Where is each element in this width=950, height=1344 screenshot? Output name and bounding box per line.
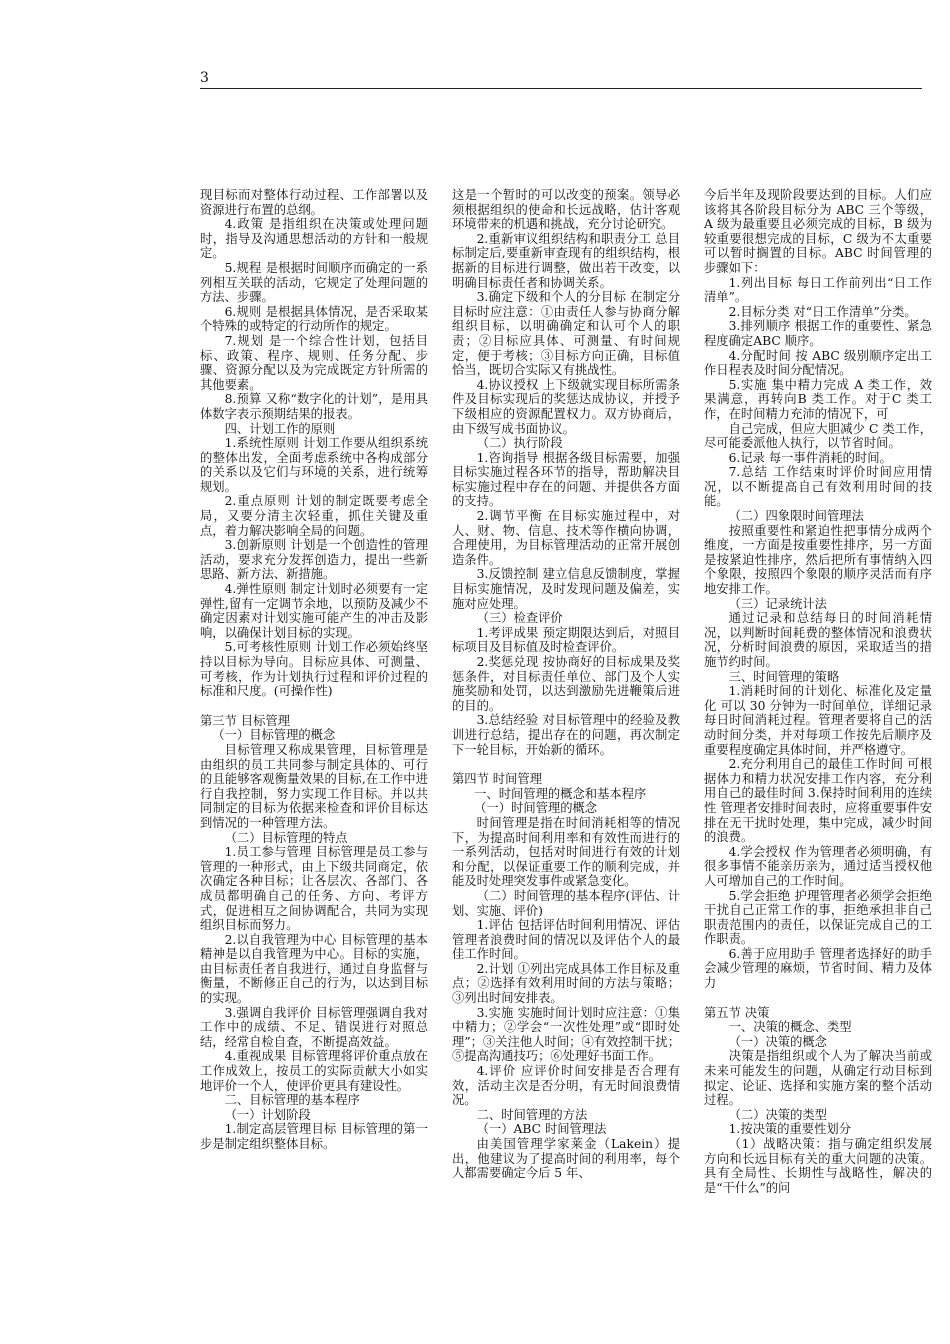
- paragraph: 3.创新原则 计划是一个创造性的管理活动，要求充分发挥创造力，提出一些新思路、新方法、新措施。: [200, 538, 428, 582]
- paragraph: 3.反馈控制 建立信息反馈制度，掌握目标实施情况，及时发现问题及偏差，实施对应处理。: [452, 567, 680, 611]
- paragraph: 自己完成，但应大胆减少 C 类工作，尽可能委派他人执行，以节省时间。: [704, 421, 932, 451]
- paragraph: 2.重点原则 计划的制定既要考虑全局，又要分清主次轻重，抓住关键及重点，着力解决影响全局的问题。: [200, 494, 428, 538]
- paragraph: 5.可考核性原则 计划工作必须始终坚持以目标为导向。目标应具体、可测量、可考核，作为计划执行过程和评价过程的标准和尺度。(可操作性): [200, 640, 428, 699]
- text-column-3: [704, 188, 932, 1195]
- paragraph: 按照重要性和紧迫性把事情分成两个维度，一方面是按重要性排序，另一方面是按紧迫性排序，然后把所有事情纳入四个象限，按照四个象限的顺序灵活而有序地安排工作。: [704, 523, 932, 597]
- paragraph: 今后半年及现阶段要达到的目标。人们应该将其各阶段目标分为 ABC 三个等级，A 级为最重要且必须完成的目标，B 级为较重要很想完成的目标，C 级为不太重要可以暂时搁置的目标。ABC 时间管理的步骤如下：: [704, 188, 932, 275]
- paragraph: 目标管理又称成果管理，目标管理是由组织的员工共同参与制定具体的、可行的且能够客观衡量效果的目标,在工作中进行自我控制，努力实现工作目标。并以共同制定的目标为依据来检查和评价目标达到情况的一种管理方法。: [200, 742, 428, 830]
- paragraph: 1.员工参与管理 目标管理是员工参与管理的一种形式，由上下级共同商定，依次确定各种目标；让各层次、各部门、各成员都明确自己的任务、方向、考评方式，促进相互之间协调配合，共同为实现组织目标而努力。: [200, 845, 428, 933]
- paragraph: 5.规程 是根据时间顺序而确定的一系列相互关联的活动，它规定了处理问题的方法、步骤。: [200, 260, 428, 305]
- paragraph: （一）ABC 时间管理法: [476, 1122, 607, 1137]
- paragraph: 1.系统性原则 计划工作要从组织系统的整体出发，全面考虑系统中各构成部分的关系以及它们与环境的关系，进行统筹规划。: [200, 436, 428, 494]
- paragraph: 3.排列顺序 根据工作的重要性、紧急程度确定ABC 顺序。: [704, 319, 932, 348]
- paragraph: 2.重新审议组织结构和职责分工 总目标制定后,要重新审查现有的组织结构，根据新的目标进行调整，做出若干改变，以明确目标责任者和协调关系。: [452, 231, 680, 290]
- paragraph: （二）目标管理的特点: [224, 830, 348, 845]
- paragraph: （二）决策的类型: [728, 1107, 827, 1122]
- paragraph: 6.规则 是根据具体情况，是否采取某个特殊的或特定的行动所作的规定。: [200, 304, 428, 334]
- paragraph: 4.学会授权 作为管理者必须明确，有很多事情不能亲历亲为，通过适当授权他人可增加自己的工作时间。: [704, 844, 932, 888]
- paragraph: 2.调节平衡 在目标实施过程中，对人、财、物、信息、技术等作横向协调，合理使用，为目标管理活动的正常开展创造条件。: [452, 509, 680, 567]
- paragraph: 3.强调自我评价 目标管理强调自我对工作中的成绩、不足、错误进行对照总结，经常自检自查，不断提高效益。: [200, 1005, 428, 1049]
- paragraph: 6.记录 每一事件消耗的时间。: [728, 450, 892, 465]
- paragraph: 通过记录和总结每日的时间消耗情况，以判断时间耗费的整体情况和浪费状况，分析时间浪费的原因，采取适当的措施节约时间。: [704, 611, 932, 669]
- paragraph: 1.评估 包括评估时间利用情况、评估管理者浪费时间的情况以及评估个人的最佳工作时间。: [452, 918, 680, 962]
- paragraph: （一）计划阶段: [224, 1107, 311, 1122]
- paragraph: 二、目标管理的基本程序: [224, 1093, 360, 1108]
- paragraph: 5.实施 集中精力完成 A 类工作，效果满意，再转向B 类工作。对于C 类工作，在时间精力充沛的情况下，可: [704, 377, 932, 421]
- paragraph: 2.奖惩兑现 按协商好的目标成果及奖惩条件，对目标责任单位、部门及个人实施奖励和处罚，以达到激励先进鞭策后进的目的。: [452, 655, 680, 713]
- paragraph: （二）执行阶段: [476, 436, 563, 451]
- paragraph: 7.总结 工作结束时评价时间应用情况，以不断提高自己有效利用时间的技能。: [704, 465, 932, 509]
- paragraph: 一、时间管理的概念和基本程序: [474, 786, 647, 801]
- paragraph: 2.以自我管理为中心 目标管理的基本精神是以自我管理为中心。目标的实施，由目标责任者自我进行，通过自身监督与衡量，不断修正自己的行为，以达到目标的实现。: [200, 932, 428, 1006]
- paragraph: 现目标而对整体行动过程、工作部署以及资源进行布置的总纲。: [200, 188, 428, 217]
- paragraph: （一）时间管理的概念: [474, 801, 598, 816]
- paragraph: 3.实施 实施时间计划时应注意：①集中精力；②学会“一次性处理”或“即时处理”；③关注他人时间；④有效控制干扰；⑤提高沟通技巧；⑥处理好书面工作。: [452, 1005, 680, 1064]
- paragraph: 四、计划工作的原则: [224, 421, 336, 436]
- paragraph: 3.总结经验 对目标管理中的经验及教训进行总结，提出存在的问题，再次制定下一轮目标，开始新的循环。: [452, 713, 680, 757]
- paragraph: 这是一个暂时的可以改变的预案。领导必须根据组织的使命和长远战略，估计客观环境带来的机遇和挑战，充分讨论研究。: [452, 188, 680, 232]
- paragraph: 1.消耗时间的计划化、标准化及定量化 可以 30 分钟为一时间单位，详细记录每日时间消耗过程。管理者要将自己的活动时间分类，并对每项工作按先后顺序及重要程度确定具体时间，并严格遵守。: [704, 684, 932, 757]
- text-column-2: [452, 188, 680, 1181]
- paragraph: 由美国管理学家莱金（Lakein）提出，他建议为了提高时间的利用率，每个人都需要确定今后 5 年、: [452, 1137, 680, 1181]
- paragraph: 1.制定高层管理目标 目标管理的第一步是制定组织整体目标。: [200, 1122, 428, 1151]
- section-heading: 第四节 时间管理: [452, 772, 542, 787]
- paragraph: 一、决策的概念、类型: [728, 1020, 852, 1035]
- paragraph: 2.目标分类 对“日工作清单”分类。: [728, 304, 917, 319]
- paragraph: 2.计划 ①列出完成具体工作目标及重点；②选择有效利用时间的方法与策略；③列出时间安排表。: [452, 961, 680, 1006]
- paragraph: （二）四象限时间管理法: [728, 509, 864, 524]
- paragraph: 1.咨询指导 根据各级目标需要，加强目标实施过程各环节的指导，帮助解决目标实施过程中存在的问题、并提供各方面的支持。: [452, 450, 680, 509]
- paragraph: 1.列出目标 每日工作前列出“日工作清单”。: [704, 275, 932, 305]
- header-rule: [200, 88, 922, 89]
- paragraph: 二、时间管理的方法: [476, 1107, 588, 1122]
- paragraph: 4.政策 是指组织在决策或处理问题时，指导及沟通思想活动的方针和一般规定。: [200, 217, 428, 261]
- paragraph: （一）目标管理的概念: [212, 728, 336, 743]
- paragraph: （二）时间管理的基本程序(评估、计划、实施、评价): [452, 888, 680, 918]
- section-heading: 第三节 目标管理: [200, 713, 290, 728]
- paragraph: 2.充分利用自己的最佳工作时间 可根据体力和精力状况安排工作内容，充分利用自己的最佳时间 3.保持时间利用的连续性 管理者安排时间表时，应将重要事件安排在无干扰时处理，集中完成，减少时间的浪费。: [704, 757, 932, 845]
- paragraph: 8.预算 又称“数字化的计划”，是用具体数字表示预期结果的报表。: [200, 392, 428, 421]
- paragraph: （1）战略决策：指与确定组织发展方向和长远目标有关的重大问题的决策。具有全局性、长期性与战略性，解决的是“干什么”的问: [704, 1137, 932, 1195]
- paragraph: 6.善于应用助手 管理者选择好的助手会减少管理的麻烦，节省时间、精力及体力: [704, 946, 932, 991]
- paragraph: 7.规划 是一个综合性计划，包括目标、政策、程序、规则、任务分配、步骤、资源分配以及为完成既定方针所需的其他要素。: [200, 333, 428, 392]
- paragraph: 1.考评成果 预定期限达到后，对照目标项目及目标值及时检查评价。: [452, 625, 680, 655]
- page-number: 3: [200, 70, 209, 86]
- paragraph: 4.弹性原则 制定计划时必须要有一定弹性,留有一定调节余地，以预防及减少不确定因素对计划实施可能产生的冲击及影响，以确保计划目标的实现。: [200, 582, 428, 640]
- paragraph: 4.重视成果 目标管理将评价重点放在工作成效上，按员工的实际贡献大小如实地评价一个人，使评价更具有建设性。: [200, 1049, 428, 1093]
- paragraph: 时间管理是指在时间消耗相等的情况下，为提高时间利用率和有效性而进行的一系列活动，包括对时间进行有效的计划和分配，以保证重要工作的顺利完成，并能及时处理突发事件或紧急变化。: [452, 815, 680, 889]
- paragraph: 三、时间管理的策略: [728, 669, 840, 684]
- paragraph: 4.协议授权 上下级就实现目标所需条件及目标实现后的奖惩达成协议，并授予下级相应的资源配置权力。双方协商后，由下级写成书面协议。: [452, 377, 680, 436]
- paragraph: （一）决策的概念: [728, 1034, 827, 1049]
- paragraph: 4.分配时间 按 ABC 级别顺序定出工作日程表及时间分配情况。: [704, 348, 932, 378]
- paragraph: 3.确定下级和个人的分目标 在制定分目标时应注意：①由责任人参与协商分解组织目标，以明确确定和认可个人的职责；②目标应具体、可测量、有时间规定，便于考核；③目标方向正确，目标值恰当，既切合实际又有挑战性。: [452, 290, 680, 378]
- paragraph: 5.学会拒绝 护理管理者必须学会拒绝干扰自己正常工作的事，拒绝承担非自己职责范围内的责任，以保证完成自己的工作职责。: [704, 888, 932, 947]
- paragraph: 决策是指组织或个人为了解决当前或未来可能发生的问题，从确定行动目标到拟定、论证、选择和实施方案的整个活动过程。: [704, 1049, 932, 1108]
- paragraph: 1.按决策的重要性划分: [728, 1122, 851, 1137]
- text-column-1: [200, 188, 428, 1152]
- paragraph: 4.评价 应评价时间安排是否合理有效，活动主次是否分明，有无时间浪费情况。: [452, 1064, 680, 1108]
- section-heading: 第五节 决策: [704, 1005, 770, 1020]
- paragraph: （三）记录统计法: [728, 596, 827, 611]
- paragraph: （三）检查评价: [476, 611, 563, 626]
